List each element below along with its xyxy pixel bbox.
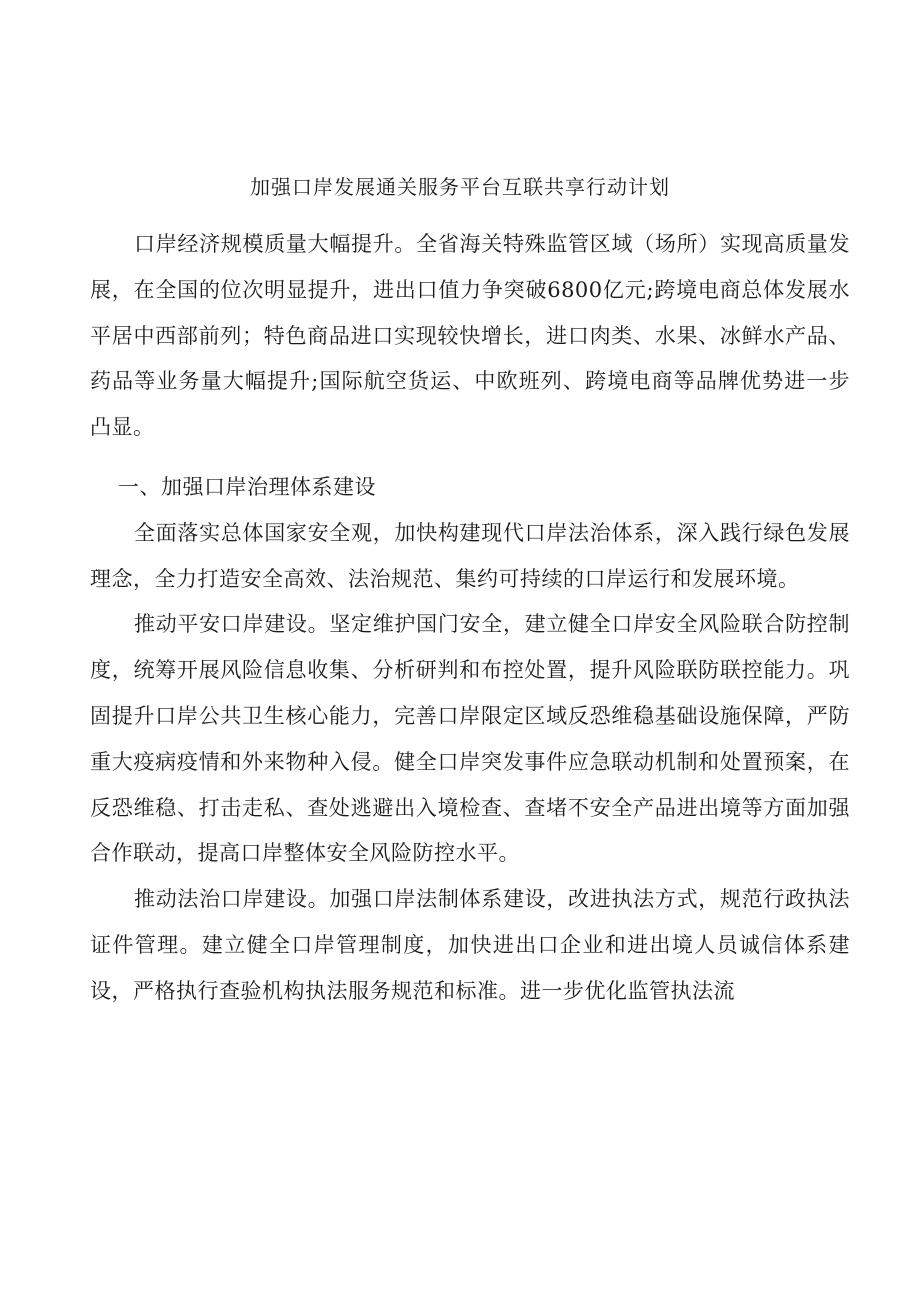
section-heading-1: 一、加强口岸治理体系建设 xyxy=(118,474,376,499)
paragraph-rule-of-law-port: 推动法治口岸建设。加强口岸法制体系建设，改进执法方式，规范行政执法证件管理。建立健全口岸管理制度，加快进出口企业和进出境人员诚信体系建设，严格执行查验机构执法服务规范和标准。进一步优化监管执法流 xyxy=(90,887,850,1003)
paragraph-intro: 口岸经济规模质量大幅提升。全省海关特殊监管区域（场所）实现高质量发展，在全国的位次明显提升，进出口值力争突破6800亿元;跨境电商总体发展水平居中西部前列；特色商品进口实现较快增长，进口肉类、水果、冰鲜水产品、药品等业务量大幅提升;国际航空货运、中欧班列、跨境电商等品牌优势进一步凸显。 xyxy=(90,232,850,440)
paragraph-safe-port: 推动平安口岸建设。坚定维护国门安全，建立健全口岸安全风险联合防控制度，统筹开展风险信息收集、分析研判和布控处置，提升风险联防联控能力。巩固提升口岸公共卫生核心能力，完善口岸限定区域反恐维稳基础设施保障，严防重大疫病疫情和外来物种入侵。健全口岸突发事件应急联动机制和处置预案，在反恐维稳、打击走私、查处逃避出入境检查、查堵不安全产品进出境等方面加强合作联动，提高口岸整体安全风险防控水平。 xyxy=(90,612,850,866)
document-body xyxy=(90,222,850,1015)
paragraph-section1-overview: 全面落实总体国家安全观，加快构建现代口岸法治体系，深入践行绿色发展理念，全力打造安全高效、法治规范、集约可持续的口岸运行和发展环境。 xyxy=(90,520,850,591)
document-title: 加强口岸发展通关服务平台互联共享行动计划 xyxy=(250,175,670,199)
